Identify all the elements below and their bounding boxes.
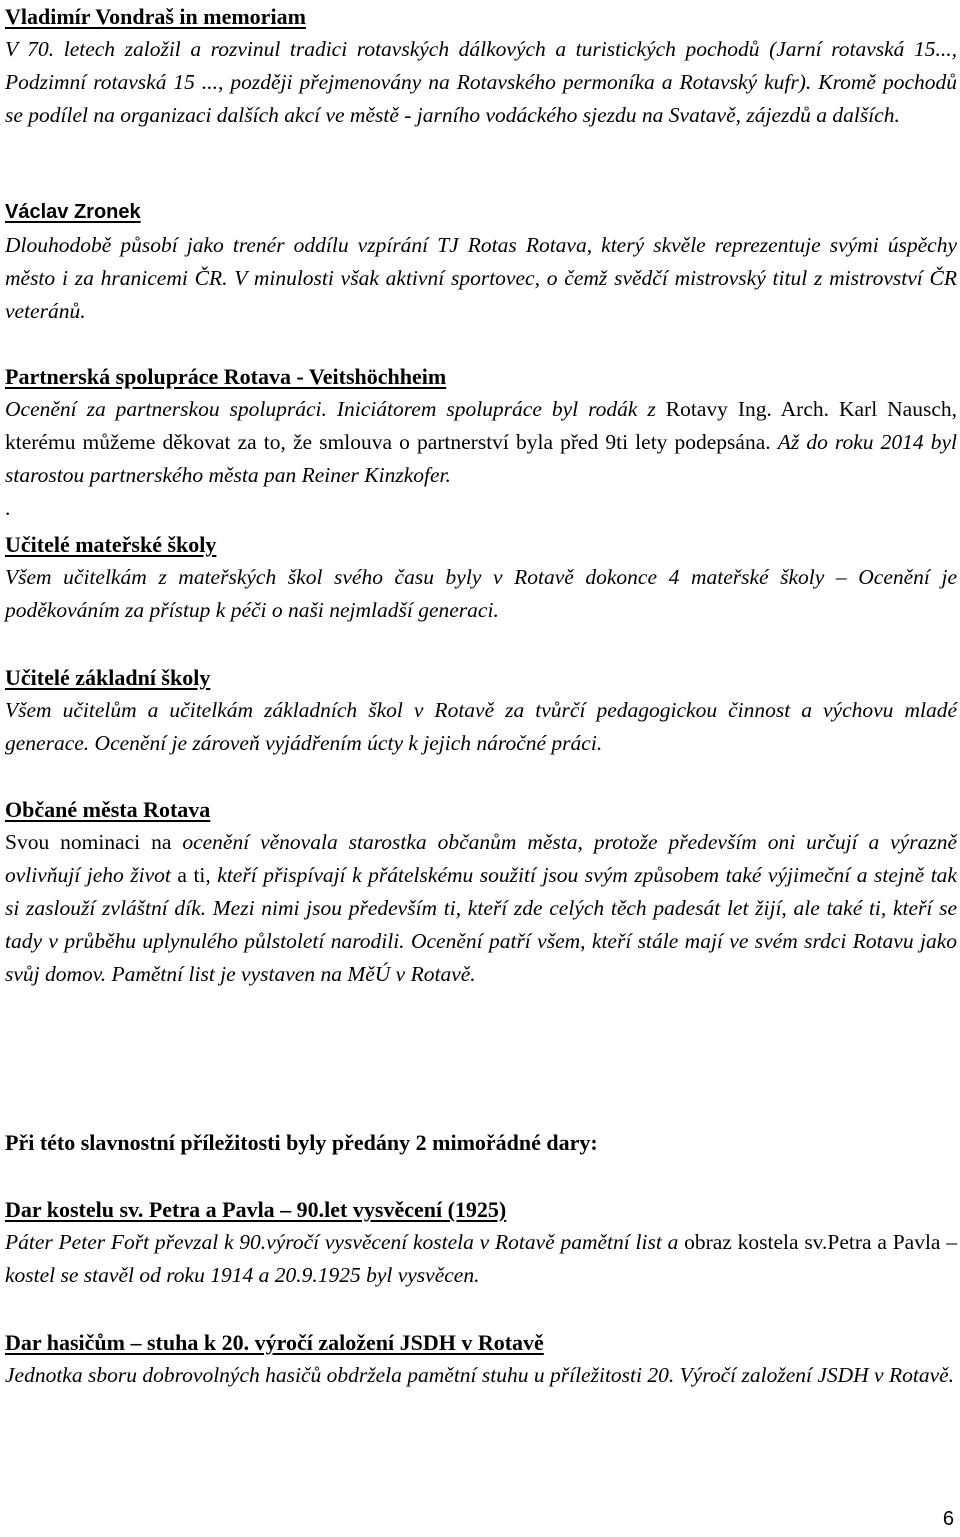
section-gifts-intro <box>5 1126 957 1159</box>
section-heading: Václav Zronek <box>5 201 141 223</box>
body-part: Rotavy Ing. Arch. <box>665 397 829 421</box>
body-part: Ocenění za partnerskou spolupráci. Iniciátorem spolupráce byl rodák z <box>5 397 666 421</box>
section-body <box>5 1226 957 1292</box>
section-primary-school <box>5 661 957 760</box>
section-body: Všem učitelům a učitelkám základních škol v Rotavě za tvůrčí pedagogickou činnost a výchovu mladé generace. Ocenění je zároveň vyjádřením úcty k jejich náročné práci. <box>5 698 957 755</box>
section-zronek <box>5 196 957 328</box>
body-part: Až do roku 2014 byl starostou partnerského města pan Reiner Kinzkofer. <box>5 430 957 487</box>
section-firefighters-gift <box>5 1326 957 1392</box>
section-body: Dlouhodobě působí jako trenér oddílu vzpírání TJ Rotas Rotava, který skvěle reprezentuje svými úspěchy město i za hranicemi ČR. V minulosti však aktivní sportovec, o čemž svědčí mistrovský titul z mistrovství ČR veteránů. <box>5 233 957 323</box>
section-body: Všem učitelkám z mateřských škol svého času byly v Rotavě dokonce 4 mateřské školy – Ocenění je poděkováním za přístup k péči o naši nejmladší generaci. <box>5 565 957 622</box>
section-heading: Při této slavnostní příležitosti byly předány 2 mimořádné dary: <box>5 1130 598 1155</box>
section-church-gift <box>5 1193 957 1292</box>
body-part: ocenění věnovala starostka občanům města, protože především oni určují a výrazně ovlivňují jeho život <box>5 830 957 887</box>
stray-dot: . <box>5 496 11 520</box>
body-part: Svou nominaci na <box>5 830 183 854</box>
section-citizens <box>5 793 957 991</box>
body-part: Karl Nausch, kterému můžeme děkovat za to, že smlouva o partnerství byla před 9ti lety podepsána. <box>5 397 957 454</box>
section-heading: Dar kostelu sv. Petra a Pavla – 90.let vysvěcení (1925) <box>5 1197 507 1222</box>
section-heading: Učitelé základní školy <box>5 665 211 690</box>
body-part: Ocenění patří všem, kteří stále mají ve svém srdci Rotavu jako svůj domov. Pamětní list je vystaven na MěÚ v Rotavě. <box>5 929 957 986</box>
section-heading: Partnerská spolupráce Rotava - Veitshöchheim <box>5 364 447 389</box>
body-part: – kostel se stavěl od roku 1914 a 20.9.1925 byl vysvěcen. <box>5 1230 957 1287</box>
section-body <box>5 826 957 991</box>
section-heading: Dar hasičům – stuha k 20. výročí založení JSDH v Rotavě <box>5 1330 544 1355</box>
section-kindergarten <box>5 528 957 627</box>
body-part: kteří přispívají k přátelskému soužití jsou svým způsobem také výjimeční a stejně tak <box>217 863 957 887</box>
section-vondras <box>5 0 957 132</box>
section-heading: Vladimír Vondraš in memoriam <box>5 4 306 29</box>
section-body: Jednotka sboru dobrovolných hasičů obdržela pamětní stuhu u příležitosti 20. Výročí založení JSDH v Rotavě. <box>5 1363 955 1387</box>
body-part: Páter Peter Fořt převzal k 90.výročí vysvěcení kostela v Rotavě pamětní list a <box>5 1230 685 1254</box>
section-heading: Učitelé mateřské školy <box>5 532 217 557</box>
section-body: V 70. letech založil a rozvinul tradici rotavských dálkových a turistických pochodů (Jarní rotavská 15..., Podzimní rotavská 15 ..., později přejmenovány na Rotavského permoníka a Rotavský kufr). Kromě pochodů se podílel na organizaci dalších akcí ve městě - jarního vodáckého sjezdu na Svatavě, zájezdů a dalších. <box>5 37 957 127</box>
body-part: a ti, <box>177 863 218 887</box>
body-part: si zaslouží zvláštní dík. Mezi nimi jsou především ti, kteří zde celých těch padesát let žijí, ale také ti, kteří se tady v průběhu uplynulého půlstoletí narodili. <box>5 896 957 953</box>
section-body <box>5 393 957 492</box>
body-part: obraz kostela sv.Petra a Pavla <box>684 1230 941 1254</box>
section-partnership <box>5 360 957 525</box>
page-number: 6 <box>942 1508 954 1530</box>
section-heading: Občané města Rotava <box>5 797 211 822</box>
